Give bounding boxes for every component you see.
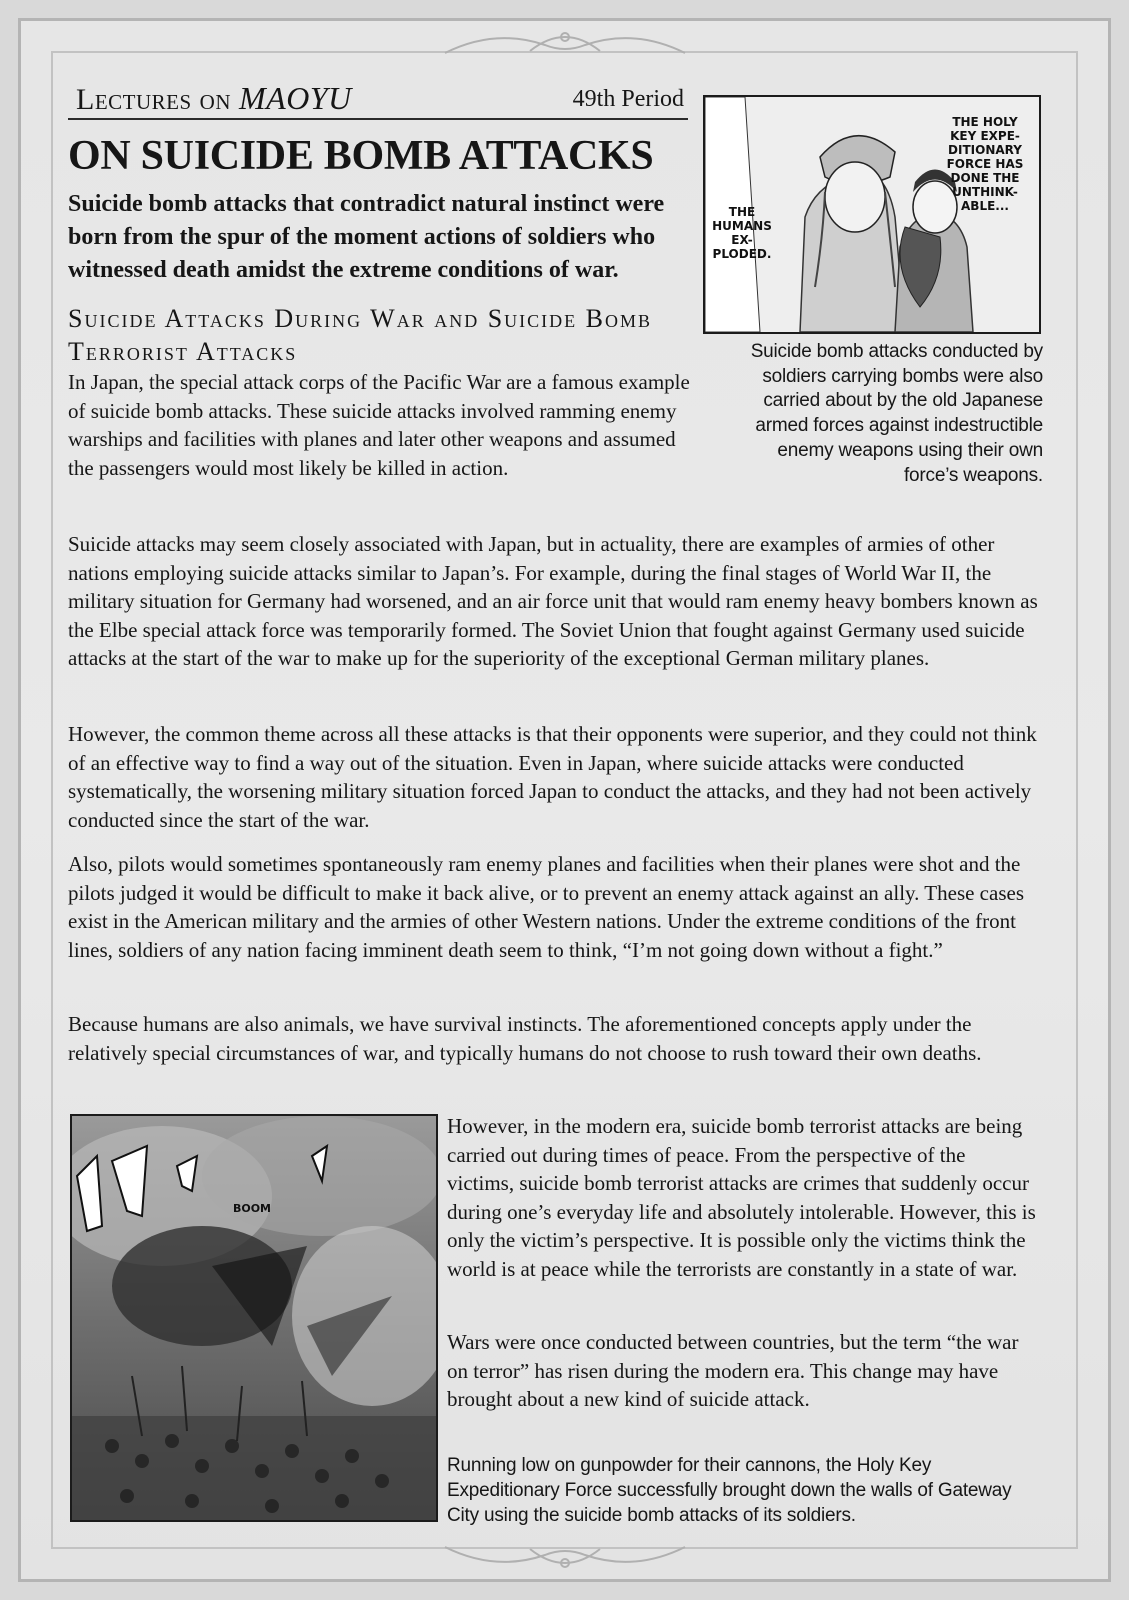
paragraph-5: Because humans are also animals, we have survival instincts. The aforementioned concepts apply under the relatively special circumstances of war, and typically humans do not choose to rush toward their own deaths. [68,1012,982,1065]
speech-bubble-right: THE HOLY KEY EXPE- DITIONARY FORCE HAS DONE THE UNTHINK- ABLE... [946,115,1024,213]
bottom-ornament [435,1537,695,1577]
paragraph-1: In Japan, the special attack corps of the Pacific War are a famous example of suicide bomb attacks. These suicide attacks involved ramming enemy warships and facilities with planes and later other weapons and assumed the passengers would most likely be killed in action. [68,370,690,480]
paragraph-2: Suicide attacks may seem closely associated with Japan, but in actuality, there are examples of armies of other nations employing suicide attacks similar to Japan’s. For example, during the final stages of World War II, the military situation for Germany had worsened, and an air force unit that would ram enemy heavy bombers known as the Elbe special attack force was temporarily formed. The Soviet Union that fought against Germany used suicide attacks at the start of the war to make up for the superiority of the exceptional German military planes. [68,532,1038,670]
lectures-label: Lectures on [76,83,231,116]
manga-panel-top [703,95,1041,334]
lecture-header [68,78,688,120]
lead-paragraph: Suicide bomb attacks that contradict natural instinct were born from the spur of the moment actions of soldiers who witnessed death amidst the extreme conditions of war. [68,191,665,283]
paragraph-4: Also, pilots would sometimes spontaneously ram enemy planes and facilities when their planes were shot and the pilots judged it would be difficult to make it back alive, or to prevent an enemy attack against an ally. These cases exist in the American military and the armies of other Western nations. Under the extreme conditions of the front lines, soldiers of any nation facing imminent death seem to think, “I’m not going down without a fight.” [68,852,1024,962]
maoyu-label: MAOYU [239,80,352,116]
paragraph-3: However, the common theme across all these attacks is that their opponents were superior, and they could not think of an effective way to find a way out of the situation. Even in Japan, where suicide attacks were conducted systematically, the worsening military situation forced Japan to conduct the attacks, and they had not been actively conducted since the start of the war. [68,722,1037,832]
series-title [76,80,352,117]
section-heading: Suicide Attacks During War and Suicide Bomb Terrorist Attacks [68,304,652,366]
page-title: ON SUICIDE BOMB ATTACKS [68,133,654,179]
panel-bottom-illustration [72,1116,436,1520]
sound-effect: BOOM [232,1202,272,1215]
caption-top: Suicide bomb attacks conducted by soldiers carrying bombs were also carried about by the old Japanese armed forces against indestructible enemy weapons using their own force’s weapons. [750,341,1043,486]
speech-bubble-left: THE HUMANS EX- PLODED. [712,205,772,261]
paragraph-7: Wars were once conducted between countries, but the term “the war on terror” has risen during the modern era. This change may have brought about a new kind of suicide attack. [447,1330,1019,1411]
manga-panel-bottom [70,1114,438,1522]
caption-bottom: Running low on gunpowder for their cannons, the Holy Key Expeditionary Force successfully brought down the walls of Gateway City using the suicide bomb attacks of its soldiers. [447,1455,1012,1526]
period-label: 49th Period [572,86,684,112]
paragraph-6: However, in the modern era, suicide bomb terrorist attacks are being carried out during times of peace. From the perspective of the victims, suicide bomb terrorist attacks are crimes that suddenly occur during one’s everyday life and absolutely intolerable. However, this is only the victim’s perspective. It is possible only the victims think the world is at peace while the terrorists are constantly in a state of war. [447,1114,1036,1281]
top-ornament [435,23,695,63]
